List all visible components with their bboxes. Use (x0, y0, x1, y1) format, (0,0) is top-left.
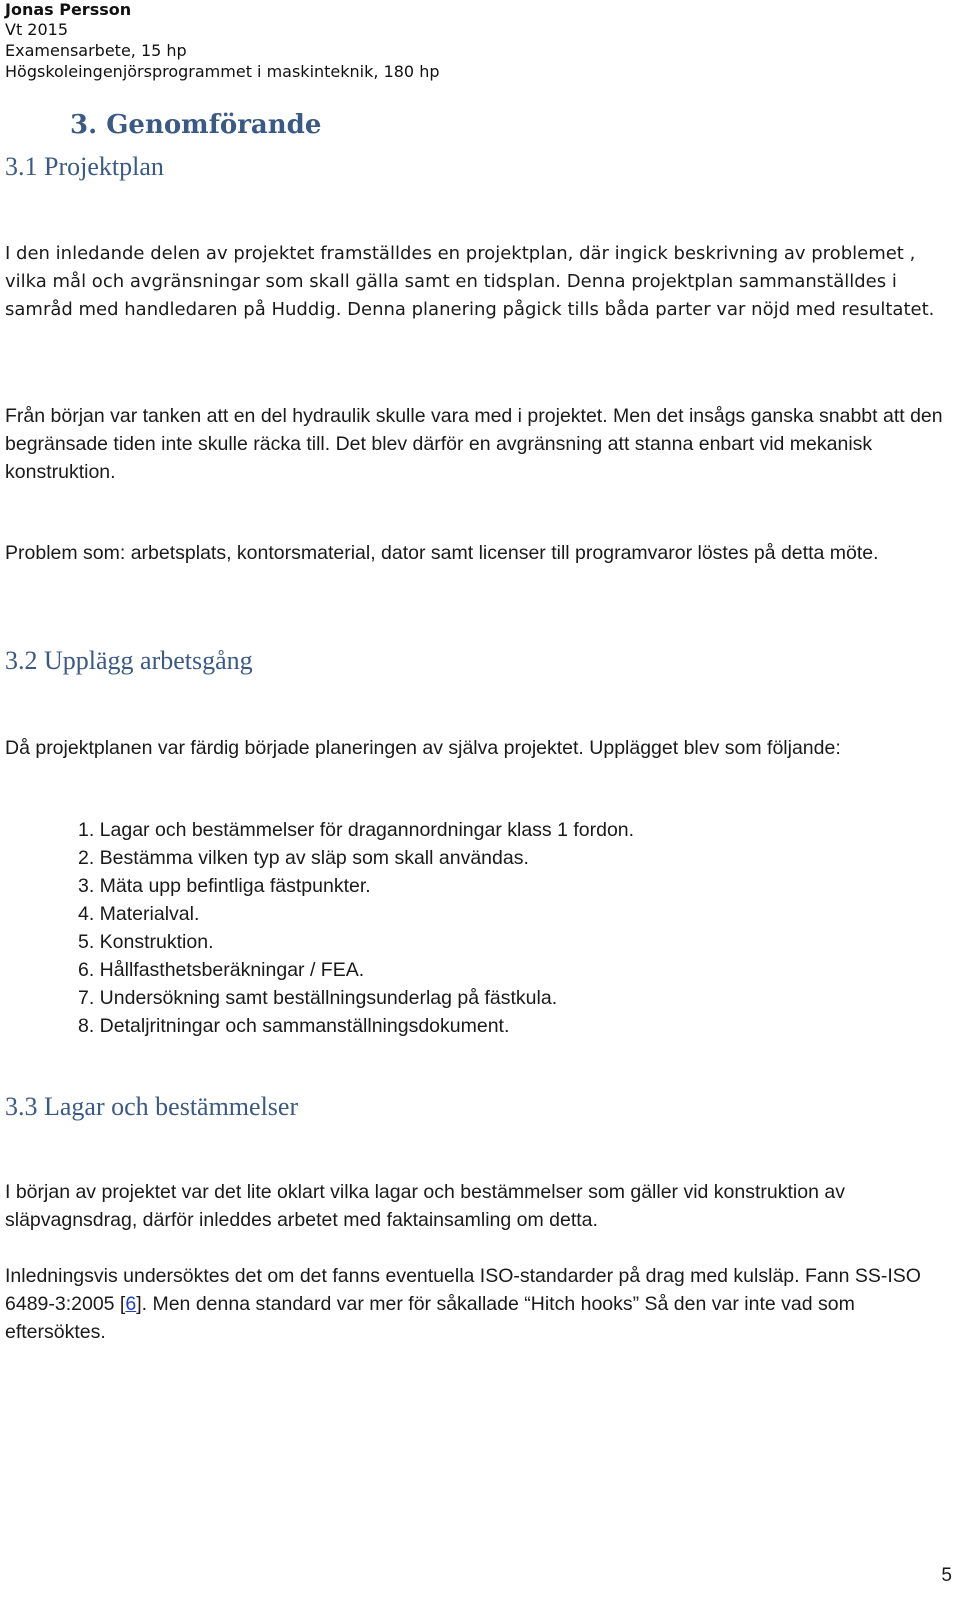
paragraph-iso-text-end: ]. Men denna standard var mer för såkallade “Hitch hooks” Så den var inte vad som eftersöktes. (5, 1293, 855, 1343)
work-plan-list (78, 816, 634, 1040)
section-heading-3-1: 3.1 Projektplan (5, 152, 164, 181)
header-author: Jonas Persson (5, 0, 132, 19)
list-item: 6. Hållfasthetsberäkningar / FEA. (78, 959, 365, 981)
reference-link[interactable]: 6 (125, 1293, 137, 1315)
paragraph-iso-text-start: Inledningsvis undersöktes det om det fanns eventuella ISO-standarder på drag med kulsläp. Fann SS-ISO 6489-3:2005 [ (5, 1265, 921, 1315)
paragraph-problem: Problem som: arbetsplats, kontorsmaterial, dator samt licenser till programvaror löstes på detta möte. (5, 542, 879, 564)
paragraph-projektplan: I den inledande delen av projektet framställdes en projektplan, där ingick beskrivning av problemet , vilka mål och avgränsningar som skall gälla samt en tidsplan. Denna projektplan sammanställdes i samråd med handledaren på Huddig. Denna planering pågick tills båda parter var nöjd med resultatet. (5, 243, 935, 320)
list-item: 5. Konstruktion. (78, 931, 214, 953)
list-item: 3. Mäta upp befintliga fästpunkter. (78, 875, 371, 897)
list-item: 1. Lagar och bestämmelser för dragannordningar klass 1 fordon. (78, 819, 635, 841)
list-item: 7. Undersökning samt beställningsunderlag på fästkula. (78, 987, 558, 1009)
section-heading-3-3: 3.3 Lagar och bestämmelser (5, 1092, 299, 1121)
paragraph-upplagg: Då projektplanen var färdig började planeringen av själva projektet. Upplägget blev som följande: (5, 737, 841, 759)
list-item: 4. Materialval. (78, 903, 200, 925)
header-program: Högskoleingenjörsprogrammet i maskinteknik, 180 hp (5, 62, 440, 81)
list-item: 2. Bestämma vilken typ av släp som skall användas. (78, 847, 529, 869)
section-heading-3-2: 3.2 Upplägg arbetsgång (5, 646, 253, 675)
list-item: 8. Detaljritningar och sammanställningsdokument. (78, 1015, 510, 1037)
page-number: 5 (941, 1565, 952, 1586)
paragraph-lagar: I början av projektet var det lite oklart vilka lagar och bestämmelser som gäller vid konstruktion av släpvagnsdrag, därför inleddes arbetet med faktainsamling om detta. (5, 1181, 845, 1231)
chapter-title: 3. Genomförande (70, 110, 322, 140)
header-course: Examensarbete, 15 hp (5, 41, 187, 60)
paragraph-iso (5, 1262, 950, 1346)
paragraph-hydraulik: Från början var tanken att en del hydraulik skulle vara med i projektet. Men det insågs ganska snabbt att den begränsade tiden inte skulle räcka till. Det blev därför en avgränsning att stanna enbart vid mekanisk konstruktion. (5, 405, 943, 483)
header-term: Vt 2015 (5, 20, 69, 39)
